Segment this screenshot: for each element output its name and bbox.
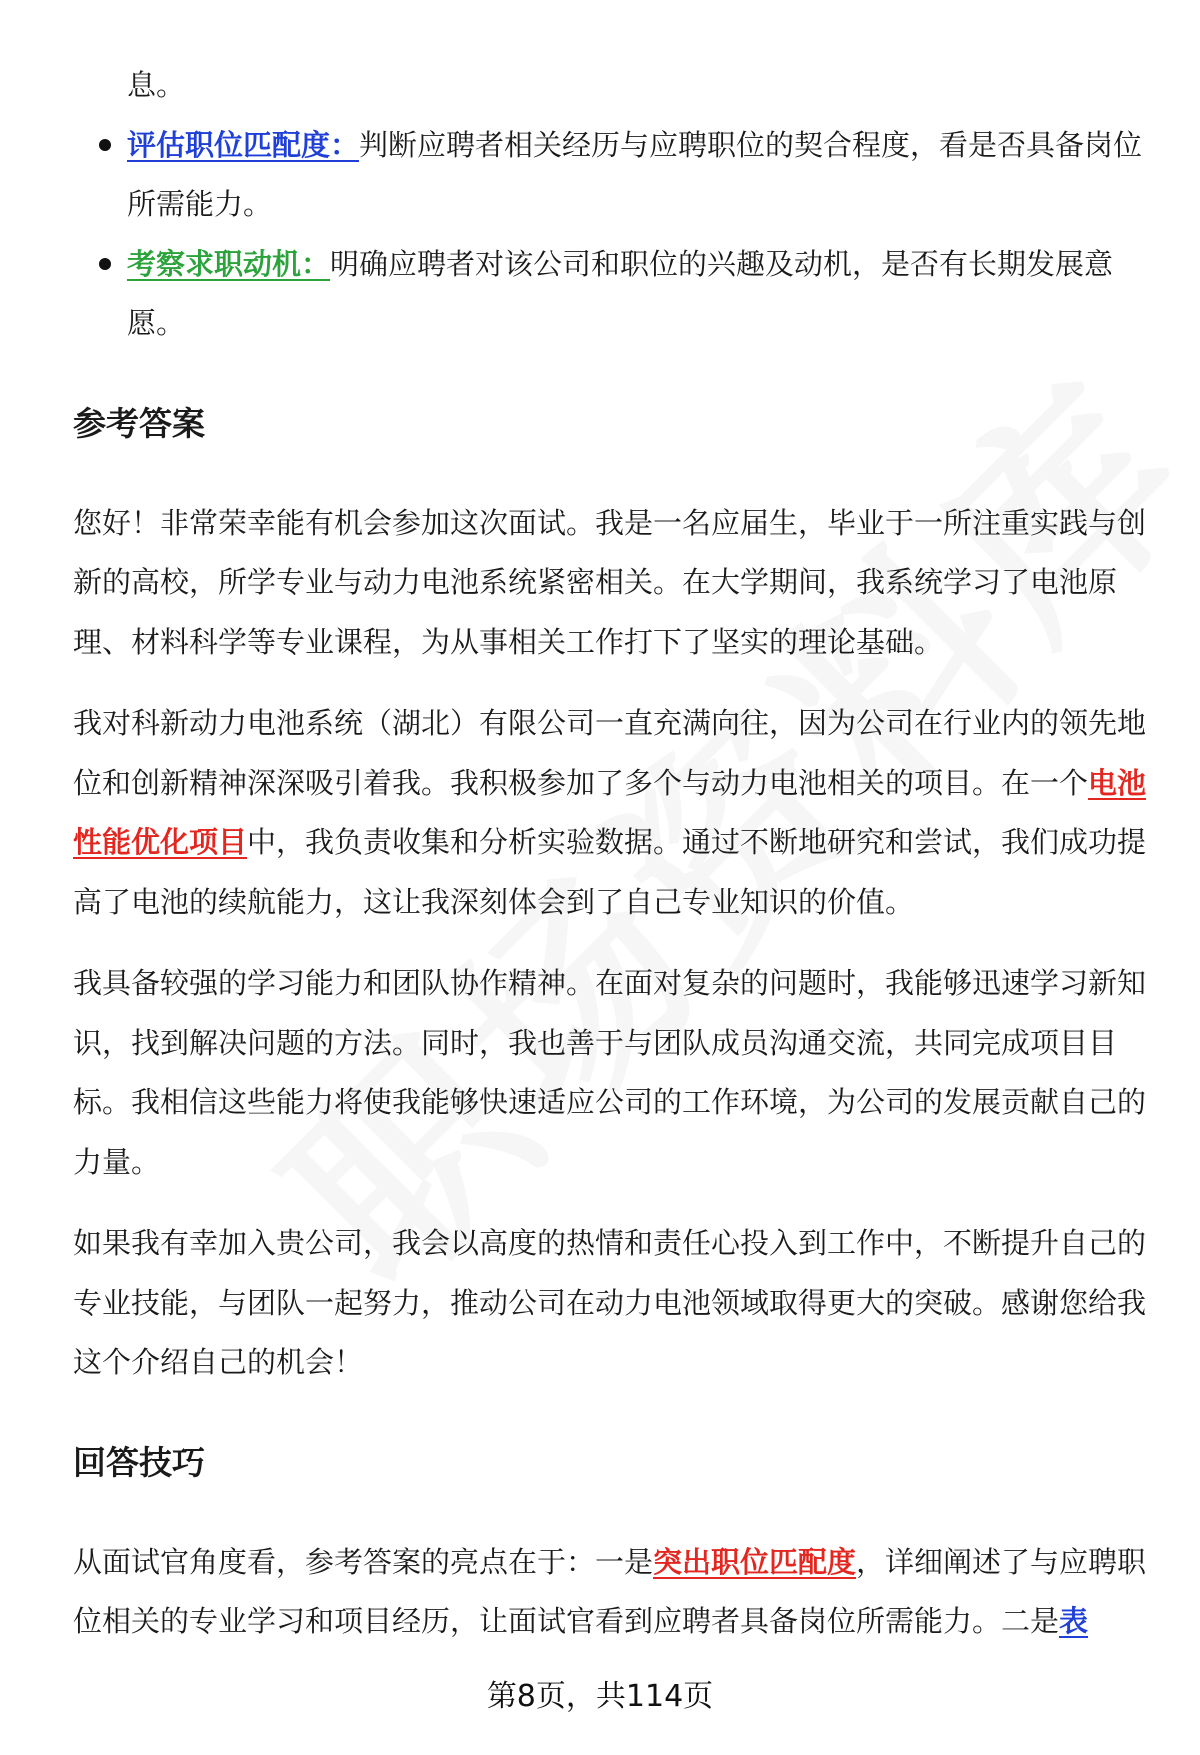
answer-paragraph-3: 我具备较强的学习能力和团队协作精神。在面对复杂的问题时，我能够迅速学习新知识，找到解决问题的方法。同时，我也善于与团队成员沟通交流，共同完成项目目标。我相信这些能力将使我能够快速适应公司的工作环境，为公司的发展贡献自己的力量。 [73,966,1147,1179]
bullet-text: 判断应聘者相关经历与应聘职位的契合程度，看是否具备岗 [359,127,1114,162]
keyword-motivation: 考察求职动机： [127,246,331,281]
bullet-item-motivation [73,235,1148,354]
tips-paragraph-1-text-middle: ，详细阐述了与应聘职位相关的专业学习和项目经历，让面试官看到应聘者具备岗位所需能力。二是 [73,1544,1147,1638]
keyword-truncated: 表 [1059,1604,1089,1638]
answer-paragraph-4: 如果我有幸加入贵公司，我会以高度的热情和责任心投入到工作中，不断提升自己的专业技能，与团队一起努力，推动公司在动力电池领域取得更大的突破。感谢您给我这个介绍自己的机会！ [73,1226,1147,1379]
tips-paragraph-1 [73,1533,1148,1652]
answer-paragraph-2-text-after: 中，我负责收集和分析实验数据。通过不断地研究和尝试，我们成功提高了电池的续航能力，这让我深刻体会到了自己专业知识的价值。 [73,825,1147,919]
page-number-footer: 第8页，共114页 [486,1679,714,1714]
tips-paragraph-1-text: 从面试官角度看，参考答案的亮点在于：一是 [73,1544,654,1579]
answer-paragraph-2 [73,694,1148,932]
keyword-battery-project: 电池性能优化项目 [73,765,1147,859]
heading-answer-tips: 回答技巧 [73,1442,205,1482]
bullet-continuation: 息。 [127,68,186,102]
keyword-highlight-match: 突出职位匹配度 [653,1544,857,1579]
bullet-text: 明确应聘者对该公司和职位的兴趣及动机，是否有长期发展意 [330,246,1114,281]
answer-paragraph-1: 您好！非常荣幸能有机会参加这次面试。我是一名应届生，毕业于一所注重实践与创新的高校，所学专业与动力电池系统紧密相关。在大学期间，我系统学习了电池原理、材料科学等专业课程，为从事相关工作打下了坚实的理论基础。 [73,505,1147,659]
heading-reference-answer: 参考答案 [73,403,205,443]
bullet-dot-icon [99,139,111,151]
bullet-item-position-match [73,116,1148,235]
bullet-text-cont: 愿。 [127,306,186,340]
bullet-dot-icon [99,258,111,270]
bullet-text-cont: 位所需能力。 [127,127,1143,221]
keyword-position-match: 评估职位匹配度： [127,127,360,162]
page-content [73,56,1148,1652]
evaluation-bullet-list [73,116,1148,354]
answer-paragraph-2-text: 我对科新动力电池系统（湖北）有限公司一直充满向往，因为公司在行业内的领先地位和创新精神深深吸引着我。我积极参加了多个与动力电池相关的项目。在一个 [73,706,1147,800]
